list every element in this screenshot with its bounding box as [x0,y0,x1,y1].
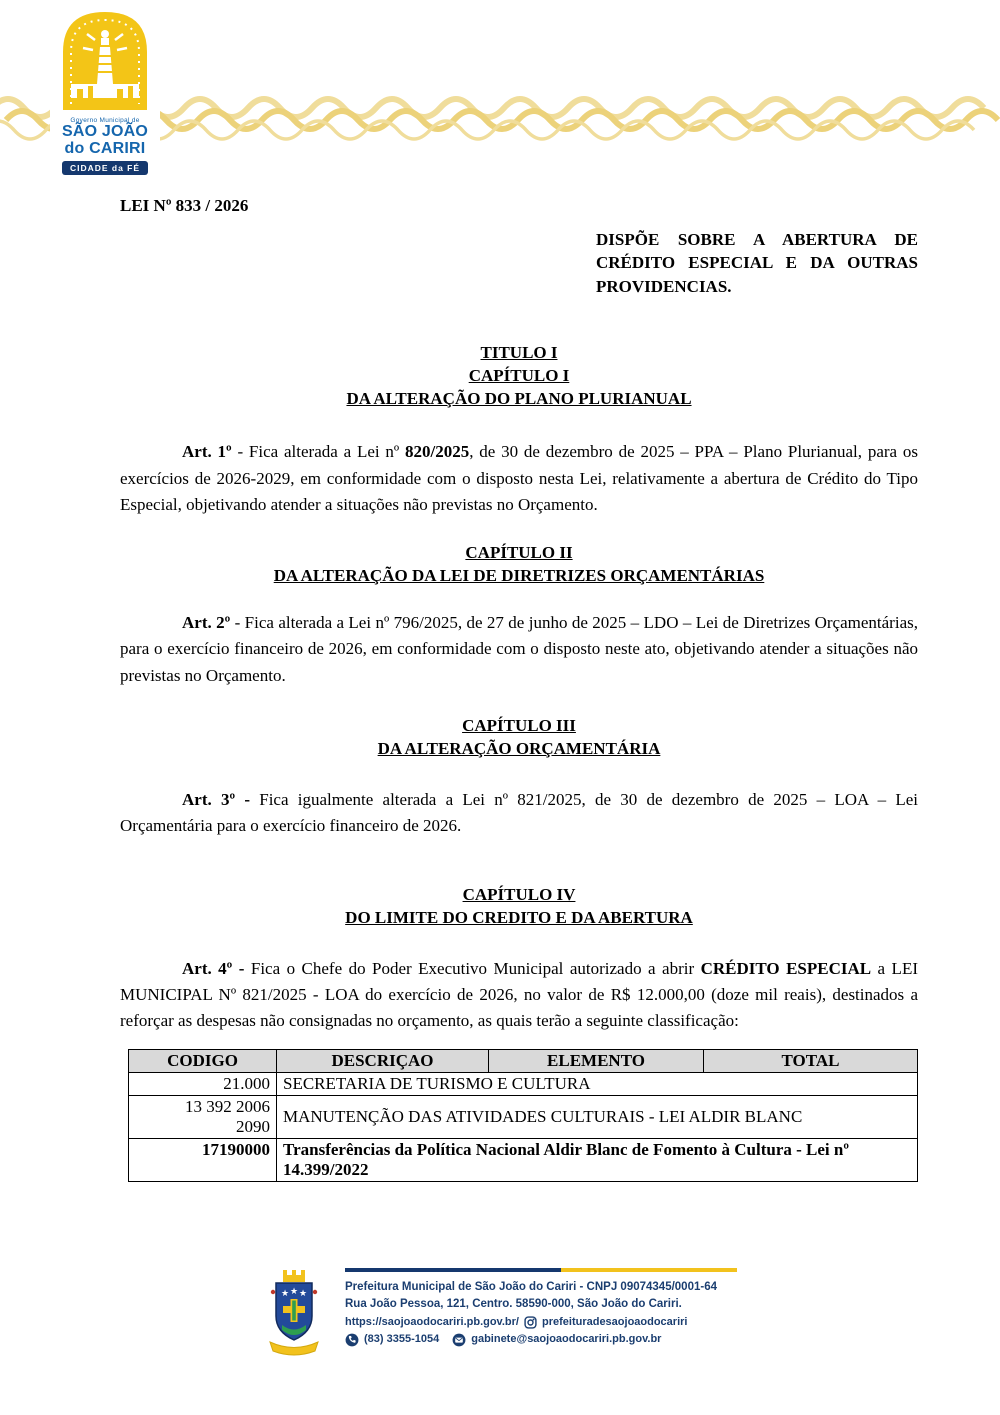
chapter-3-heading-group [120,715,918,761]
instagram-icon [524,1316,537,1329]
footer [0,1268,1000,1358]
footer-phone: (83) 3355-1054 [364,1333,440,1346]
footer-address-line: Rua João Pessoa, 121, Centro. 58590-000, São João do Cariri. [345,1298,682,1311]
table-header-total: TOTAL [704,1049,918,1072]
heading-titulo-i: TITULO I [480,343,558,363]
footer-email: gabinete@saojoaodocariri.pb.gov.br [471,1333,662,1346]
table-row [129,1095,918,1138]
footer-web-line [345,1314,737,1331]
heading-diretrizes-orcamentarias: DA ALTERAÇÃO DA LEI DE DIRETRIZES ORÇAMENTÁRIAS [273,566,765,586]
svg-text:★: ★ [280,1289,290,1299]
footer-instagram-handle: prefeituradesaojoaodocariri [541,1316,688,1329]
heading-capitulo-iv: CAPÍTULO IV [462,884,576,904]
municipal-logo [50,6,160,182]
law-document [120,196,918,1182]
code-cell: 13 392 2006 2090 [129,1095,277,1138]
heading-capitulo-i: CAPÍTULO I [468,366,570,386]
table-header-elemento: ELEMENTO [489,1049,704,1072]
chapter-2-heading-group [120,542,918,588]
article-4: Art. 4º - Fica o Chefe do Poder Executivo Municipal autorizado a abrir CRÉDITO ESPECIAL a LEI MUNICIPAL Nº 821/2025 - LOA do exercício de 2026, no valor de R$ 12.000,00 (doze mil reais), destinados a reforçar as despesas não consignadas no orçamento, as quais terão a seguinte classificação: [120,958,918,1031]
heading-limite-credito: DO LIMITE DO CREDITO E DA ABERTURA [345,907,693,927]
article-3: Art. 3º - Fica igualmente alterada a Lei nº 821/2025, de 30 de dezembro de 2025 – LOA – Lei Orçamentária para o exercício financeiro de 2026. [120,789,918,836]
phone-icon [345,1333,359,1347]
classification-table [128,1049,918,1182]
svg-text:★: ★ [298,1289,308,1299]
code-cell: 17190000 [129,1138,277,1181]
footer-divider-blue [345,1268,561,1272]
heading-capitulo-iii: CAPÍTULO III [462,716,576,736]
logo-city-name-line2: do CARIRI [64,139,146,157]
coat-of-arms-icon [263,1268,325,1358]
table-row [129,1138,918,1181]
table-row [129,1072,918,1095]
code-cell: 21.000 [129,1072,277,1095]
article-2: Art. 2º - Fica alterada a Lei nº 796/2025, de 27 de junho de 2025 – LDO – Lei de Diretrizes Orçamentárias, para o exercício financeiro de 2026, em conformidade com o disposto neste ato, objetivando atender a situações não previstas no Orçamento. [120,613,918,685]
heading-alteracao-orcamentaria: DA ALTERAÇÃO ORÇAMENTÁRIA [377,739,661,759]
svg-text:★: ★ [289,1287,299,1297]
footer-website: https://saojoaodocariri.pb.gov.br/ [345,1316,519,1329]
logo-government-label: Governo Municipal de [70,117,140,124]
footer-phone-email-line [345,1331,737,1348]
title-1-heading-group [120,342,918,411]
footer-contact-block [345,1268,737,1348]
footer-prefeitura-line: Prefeitura Municipal de São João do Cariri - CNPJ 09074345/0001-64 [345,1280,717,1293]
description-cell: MANUTENÇÃO DAS ATIVIDADES CULTURAIS - LEI ALDIR BLANC [277,1095,918,1138]
email-icon [452,1333,466,1347]
logo-city-name-line1: SÃO JOÃO [61,123,149,140]
article-1: Art. 1º - Fica alterada a Lei nº 820/2025, de 30 de dezembro de 2025 – PPA – Plano Plurianual, para os exercícios de 2026-2029, em conformidade com o disposto nesta Lei, relativamente a abertura de Crédito do Tipo Especial, objetivando atender a situações não previstas no Orçamento. [120,442,918,514]
lighthouse-crest-icon [57,6,153,110]
footer-divider [345,1268,737,1272]
logo-motto-badge: CIDADE da FÉ [62,161,148,175]
chapter-4-heading-group [120,884,918,930]
heading-plano-plurianual: DA ALTERAÇÃO DO PLANO PLURIANUAL [346,389,692,409]
table-header-row [129,1049,918,1072]
heading-capitulo-ii: CAPÍTULO II [465,543,573,563]
table-header-codigo: CODIGO [129,1049,277,1072]
description-cell: Transferências da Política Nacional Aldir Blanc de Fomento à Cultura - Lei nº 14.399/2022 [277,1138,918,1181]
law-number: LEI Nº 833 / 2026 [120,196,249,215]
footer-divider-yellow [561,1268,737,1272]
description-cell: SECRETARIA DE TURISMO E CULTURA [277,1072,918,1095]
table-header-descricao: DESCRIÇAO [277,1049,489,1072]
law-summary: DISPÕE SOBRE A ABERTURA DE CRÉDITO ESPECIAL E DA OUTRAS PROVIDENCIAS. [596,230,918,296]
